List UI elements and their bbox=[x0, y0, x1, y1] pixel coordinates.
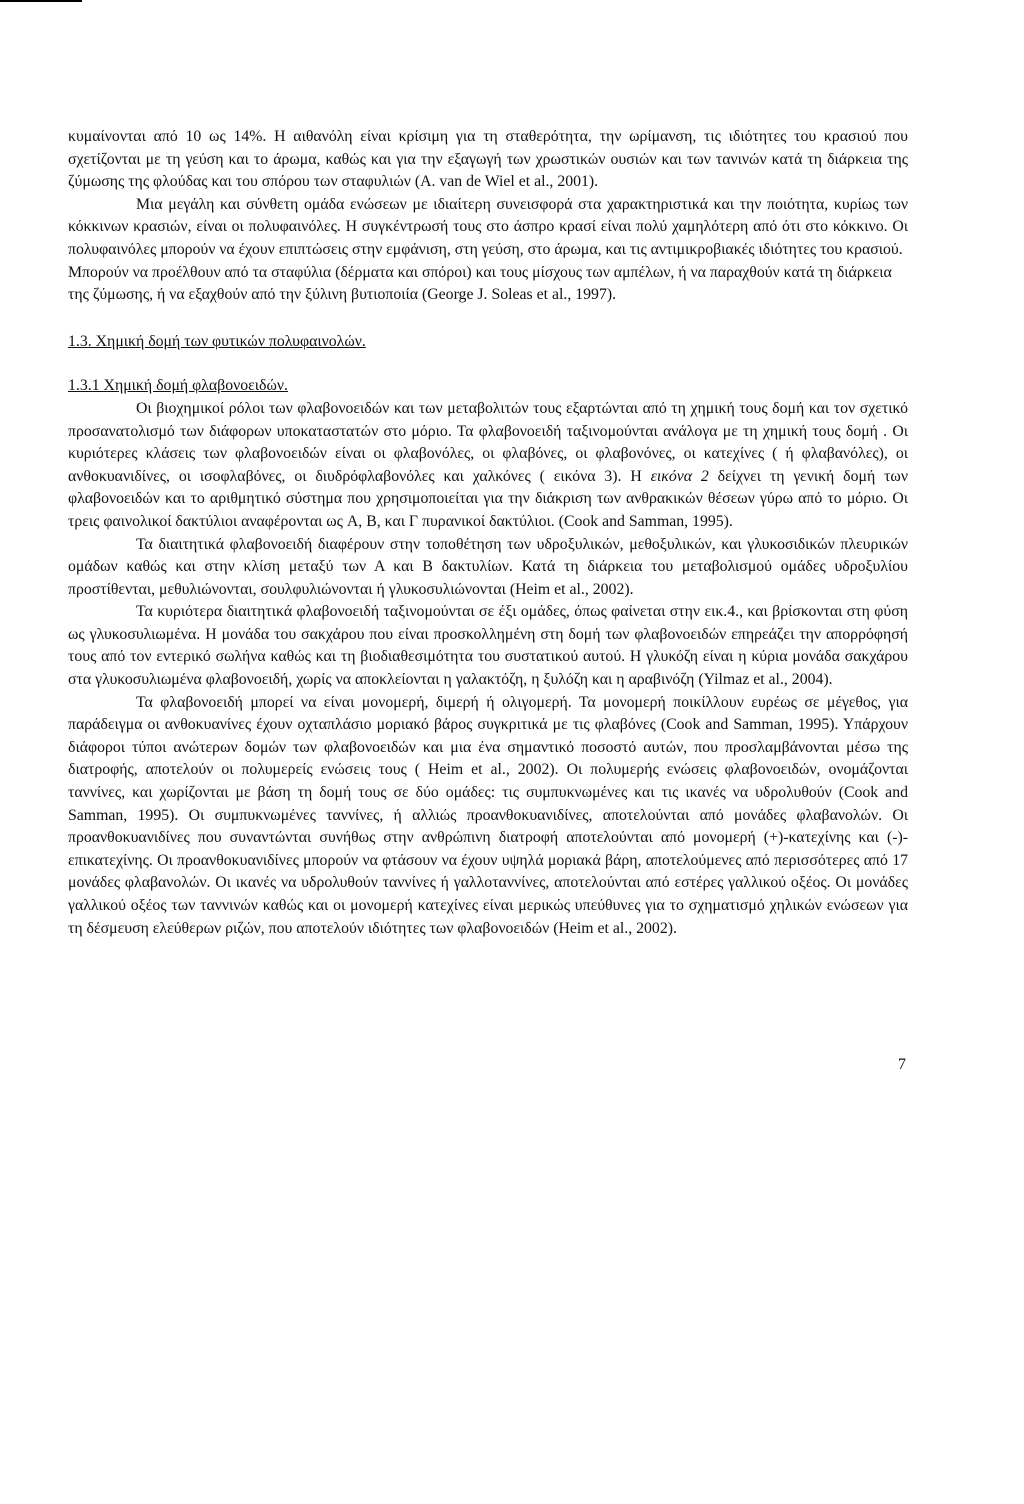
top-rule bbox=[0, 0, 82, 2]
paragraph-flavonoid-roles-text: Οι βιοχημικοί ρόλοι των φλαβονοειδών και των μεταβολιτών τους εξαρτώνται από τη χημική τους δομή και τον σχετικό προσανατολισμό των διάφορων υποκαταστατών στο μόριο. Τα φλαβονοειδή ταξινομούνται ανάλογα με τη χημική τους δομή . Οι κυριότερες κλάσεις των φλαβονοειδών είναι οι φλαβονόλες, οι φλαβόνες, οι φλαβονόνες, οι κατεχίνες ( ή φλαβανόλες), οι ανθοκυανιδίνες, οι ισοφλαβόνες, οι διυδρόφλαβονόλες και χαλκόνες ( εικόνα 3). Η bbox=[68, 399, 908, 485]
paragraph-ethanol: κυμαίνονται από 10 ως 14%. Η αιθανόλη είναι κρίσιμη για τη σταθερότητα, την ωρίμανση, τις ιδιότητες του κρασιού που σχετίζονται με τη γεύση και το άρωμα, καθώς και για την εξαγωγή των χρωστικών ουσιών και των τανινών κατά τη διάρκεια της ζύμωσης της φλούδας και του σπόρου των σταφυλιών (A. van de Wiel et al., 2001). bbox=[68, 128, 908, 191]
paragraph-polyphenols: Μια μεγάλη και σύνθετη ομάδα ενώσεων με ιδιαίτερη συνεισφορά στα χαρακτηριστικά και την ποιότητα, κυρίως των κόκκινων κρασιών, είναι οι πολυφαινόλες. Η συγκέντρωσή τους στο άσπρο κρασί είναι πολύ χαμηλότερη από ότι στο κόκκινο. Οι πολυφαινόλες μπορούν να έχουν επιπτώσεις στην εμφάνιση, στη γεύση, στο άρωμα, και τις αντιμικροβιακές ιδιότητες του κρασιού. bbox=[68, 195, 908, 258]
paragraph-tannins: Τα φλαβονοειδή μπορεί να είναι μονομερή, διμερή ή ολιγομερή. Τα μονομερή ποικίλλουν ευρέως σε μέγεθος, για παράδειγμα οι ανθοκυανίνες έχουν οχταπλάσιο μοριακό βάρος συγκριτικά με τις φλαβόνες (Cook and Samman, 1995). Υπάρχουν διάφοροι τύποι ανώτερων δομών των φλαβονοειδών και μια ένα σημαντικό ποσοστό αυτών, που προσλαμβάνονται μέσω της διατροφής, αποτελούν οι πολυμερείς ενώσεις τους ( Heim et al., 2002). Οι πολυμερής ενώσεις φλαβονοειδών, ονομάζονται ταννίνες, και χωρίζονται με βάση τη δομή τους σε δύο ομάδες: τις συμπυκνωμένες και τις ικανές να υδρολυθούν (Cook and Samman, 1995). Οι συμπυκνωμένες ταννίνες, ή αλλιώς προανθοκυανιδίνες, αποτελούνται από μονάδες φλαβανολών. Οι προανθοκυανιδίνες που συναντώνται συνήθως στην ανθρώπινη διατροφή αποτελούνται από μονομερή (+)-κατεχίνης και (-)-επικατεχίνης. Οι προανθοκυανιδίνες μπορούν να φτάσουν να έχουν υψηλά μοριακά βάρη, αποτελούμενες από περισσότερες από 17 μονάδες φλαβανολών. Οι ικανές να υδρολυθούν ταννίνες ή γαλλοταννίνες, αποτελούνται από εστέρες γαλλικού οξέος. Οι μονάδες γαλλικού οξέος των ταννινών καθώς και οι μονομερή κατεχίνες είναι μερικώς υπεύθυνες για το σχηματισμό χηλικών ενώσεων για τη δέσμευση ελεύθερων ριζών, που αποτελούν ιδιότητες των φλαβονοειδών (Heim et al., 2002). bbox=[68, 693, 908, 937]
page-number: 7 bbox=[898, 1056, 906, 1073]
subsection-heading: 1.3.1 Χημική δομή φλαβονοειδών. bbox=[68, 377, 288, 395]
paragraph-polyphenols-origin: Μπορούν να προέλθουν από τα σταφύλια (δέρματα και σπόροι) και τους μίσχους των αμπέλων, ή να παραχθούν κατά τη διάρκεια της ζύμωσης, ή να εξαχθούν από την ξύλινη βυτιοποιία (George J. Soleas et al., 1997). bbox=[68, 263, 892, 304]
figure-reference: εικόνα 2 bbox=[650, 467, 709, 485]
section-heading: 1.3. Χημική δομή των φυτικών πολυφαινολών. bbox=[68, 332, 366, 350]
paragraph-flavonoid-roles-rest: δείχνει τη γενική δομή των φλαβονοειδών και το αριθμητικό σύστημα που χρησιμοποιείται για την διάκριση των ανθρακικών θέσεων γύρω από το μόριο. Οι τρεις φαινολικοί δακτύλιοι αναφέρονται ως A, B, και Γ πυρανικοί δακτύλιοι. (Cook and Samman, 1995). bbox=[68, 467, 908, 530]
paragraph-dietary-flavonoids: Τα διαιτητικά φλαβονοειδή διαφέρουν στην τοποθέτηση των υδροξυλικών, μεθοξυλικών, και γλυκοσιδικών πλευρικών ομάδων καθώς και στην κλίση μεταξύ των Α και Β δακτυλίων. Κατά τη διάρκεια του μεταβολισμού ομάδες υδροξυλίου προστίθενται, μεθυλιώνονται, σουλφυλιώνονται ή γλυκοσυλιώνονται (Heim et al., 2002). bbox=[68, 535, 908, 598]
document-body bbox=[68, 126, 908, 940]
paragraph-flavonoid-roles bbox=[68, 398, 908, 534]
paragraph-flavonoid-groups: Τα κυριότερα διαιτητικά φλαβονοειδή ταξινομούνται σε έξι ομάδες, όπως φαίνεται στην εικ.4., και βρίσκονται στη φύση ως γλυκοσυλιωμένα. Η μονάδα του σακχάρου που είναι προσκολλημένη στη δομή των φλαβονοειδών επηρεάζει την απορρόφησή τους από τον εντερικό σωλήνα καθώς και τη βιοδιαθεσιμότητα του συστατικού αυτού. Η γλυκόζη είναι η κύρια μονάδα σακχάρου στα γλυκοσυλιωμένα φλαβονοειδή, χωρίς να αποκλείονται η γαλακτόζη, η ξυλόζη και η αραβινόζη (Yilmaz et al., 2004). bbox=[68, 603, 908, 689]
